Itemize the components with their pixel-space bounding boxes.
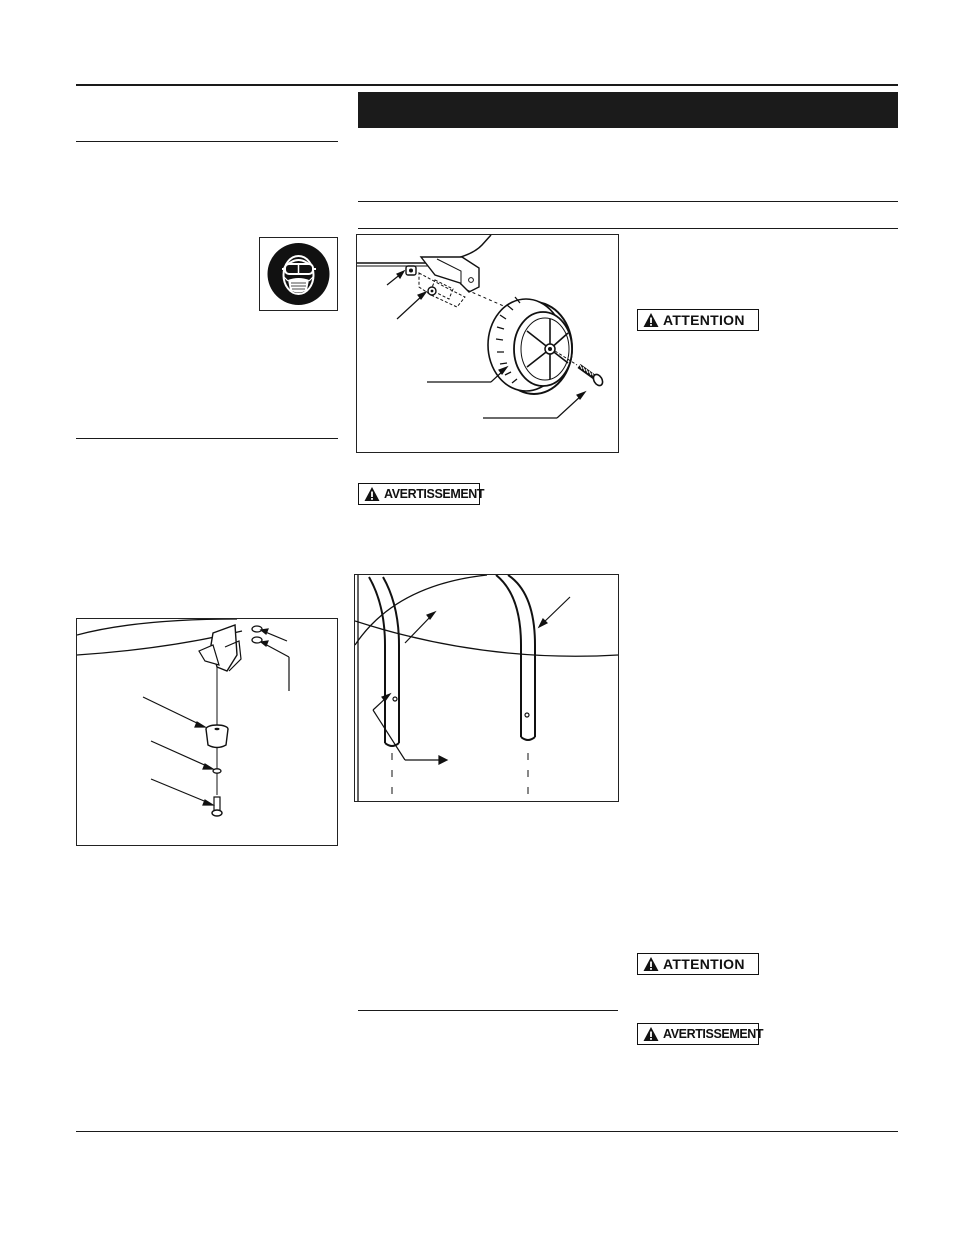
wheel-assembly-drawing xyxy=(357,235,618,452)
attention-badge-top xyxy=(637,309,759,331)
face-mask-goggles-icon xyxy=(260,238,337,310)
right-section-rule-1 xyxy=(358,201,898,202)
avertissement-label: AVERTISSEMENT xyxy=(384,487,485,501)
left-section-rule-2 xyxy=(76,438,338,439)
attention-label: ATTENTION xyxy=(663,312,745,328)
warning-triangle-icon xyxy=(643,312,659,328)
section-header-banner xyxy=(358,92,898,128)
wheel-assembly-figure xyxy=(356,234,619,453)
warning-triangle-icon xyxy=(643,1026,659,1042)
avertissement-badge-left xyxy=(358,483,485,505)
rubber-foot-figure xyxy=(76,618,338,846)
mid-section-rule xyxy=(358,1010,618,1011)
handle-assembly-drawing xyxy=(355,575,618,801)
warning-triangle-icon xyxy=(643,956,659,972)
left-section-rule-1 xyxy=(76,141,338,142)
avertissement-label: AVERTISSEMENT xyxy=(663,1027,764,1041)
bottom-rule xyxy=(76,1131,898,1132)
handle-assembly-figure xyxy=(354,574,619,802)
right-section-rule-2 xyxy=(358,228,898,229)
top-rule xyxy=(76,84,898,86)
attention-badge-bottom xyxy=(637,953,759,975)
safety-icon-frame xyxy=(259,237,338,311)
warning-triangle-icon xyxy=(364,486,380,502)
rubber-foot-drawing xyxy=(77,619,337,845)
avertissement-badge-right xyxy=(637,1023,764,1045)
attention-label: ATTENTION xyxy=(663,956,745,972)
